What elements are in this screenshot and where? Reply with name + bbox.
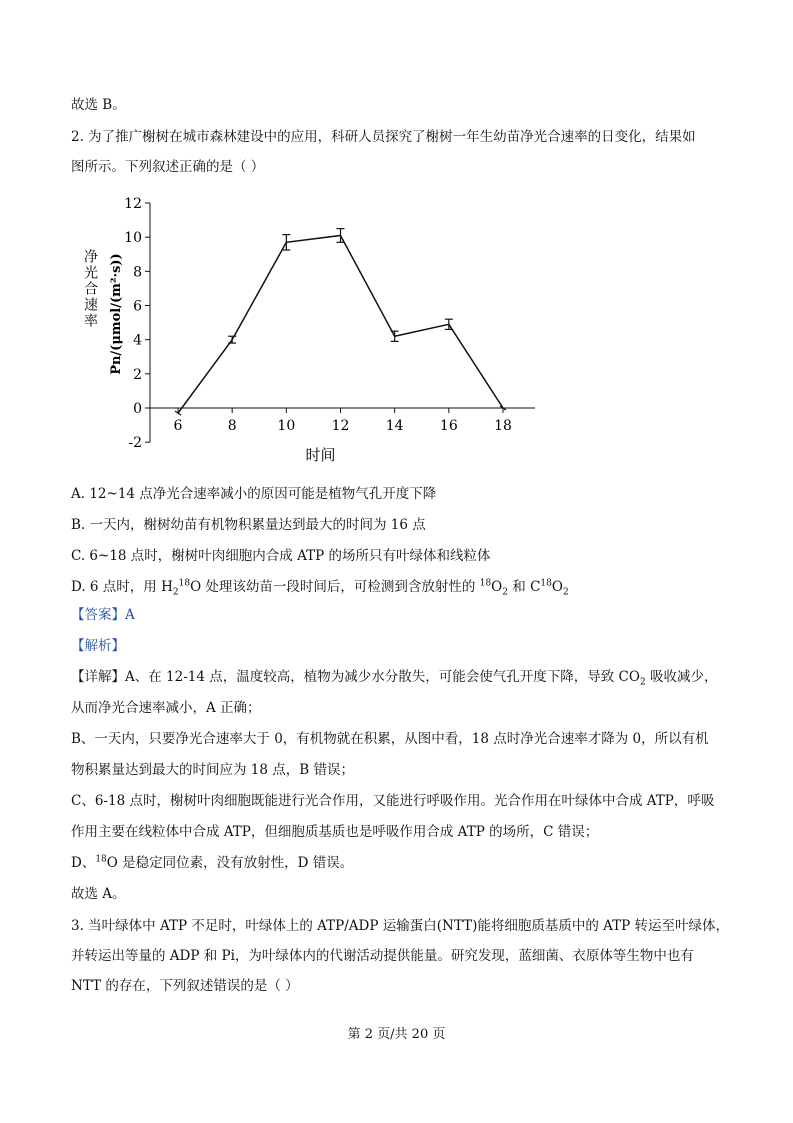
y-tick-label: 6 bbox=[133, 298, 142, 315]
detail-line1: 【详解】A、在 12-14 点，温度较高，植物为减少水分散失，可能会使气孔开度下降，导致 $CO_2$ 吸收减少， bbox=[71, 669, 718, 688]
detail-line3: B、一天内，只要净光合速率大于 0，有机物就在积累，从图中看，18 点时净光合速率才降为 0，所以有机 bbox=[71, 731, 709, 747]
detail-line7: D、$^{18}$O 是稳定同位素，没有放射性，D 错误。 bbox=[71, 854, 354, 871]
x-tick-label: 12 bbox=[331, 418, 350, 434]
question2-line1: 2. 为了推广榭树在城市森林建设中的应用，科研人员探究了榭树一年生幼苗净光合速率的日变化，结果如 bbox=[71, 129, 696, 145]
page-footer: 第 2 页/共 20 页 bbox=[347, 1027, 446, 1042]
x-tick-label: 6 bbox=[173, 418, 183, 434]
option-b: B. 一天内，榭树幼苗有机物积累量达到最大的时间为 16 点 bbox=[71, 517, 426, 533]
chart bbox=[70, 190, 550, 470]
detail-line2: 从而净光合速率减小，A 正确； bbox=[71, 700, 261, 716]
y-tick-label: 8 bbox=[133, 264, 142, 281]
x-tick-label: 16 bbox=[439, 418, 458, 434]
y-axis-label-inner: Pn/(μmol/(m²·s)) bbox=[109, 253, 124, 375]
x-axis-label: 时间 bbox=[305, 446, 336, 464]
question2-line2: 图所示。下列叙述正确的是（ ） bbox=[71, 159, 265, 175]
series-line bbox=[178, 235, 503, 413]
x-tick-label: 14 bbox=[385, 418, 404, 434]
x-tick-label: 18 bbox=[494, 418, 512, 434]
error-bars bbox=[175, 229, 506, 416]
x-tick-label: 8 bbox=[227, 418, 237, 434]
y-tick-label: -2 bbox=[128, 435, 142, 452]
error-bar bbox=[228, 336, 236, 343]
x-axis-ticks bbox=[174, 408, 512, 434]
y-tick-label: 4 bbox=[133, 332, 142, 349]
option-a: A. 12~14 点净光合速率减小的原因可能是植物气孔开度下降 bbox=[71, 486, 437, 502]
x-tick-label: 10 bbox=[277, 418, 296, 434]
question3-line1: 3. 当叶绿体中 ATP 不足时，叶绿体上的 ATP/ADP 运输蛋白(NTT)能将细胞质基质中的 ATP 转运至叶绿体， bbox=[71, 918, 730, 934]
conclusion: 故选 A。 bbox=[71, 886, 126, 902]
y-tick-label: 12 bbox=[124, 196, 142, 212]
question3-line2: 并转运出等量的 ADP 和 Pi，为叶绿体内的代谢活动提供能量。研究发现，蓝细菌、衣原体等生物中也有 bbox=[71, 948, 694, 964]
detail-line5: C、6-18 点时，榭树叶肉细胞既能进行光合作用，又能进行呼吸作用。光合作用在叶绿体中合成 ATP，呼吸 bbox=[71, 793, 715, 809]
y-axis-label-outer: 净光合速率 bbox=[82, 249, 98, 330]
option-d: D. 6 点时，用 $H_2^{18}O$ 处理该幼苗一段时间后，可检测到含放射性的 $^{18}O_2$ 和 $C^{18}O_2$ bbox=[71, 578, 569, 598]
analysis-label: 【解析】 bbox=[71, 638, 125, 654]
detail-line6: 作用主要在线粒体中合成 ATP，但细胞质基质也是呼吸作用合成 ATP 的场所，C 错误； bbox=[71, 824, 599, 840]
detail-line4: 物积累量达到最大的时间应为 18 点，B 错误； bbox=[71, 762, 354, 778]
prev-answer-conclusion: 故选 B。 bbox=[71, 97, 126, 113]
answer-label: 【答案】A bbox=[71, 607, 135, 623]
y-axis-ticks bbox=[124, 196, 150, 451]
y-tick-label: 10 bbox=[124, 230, 142, 247]
y-tick-label: 2 bbox=[133, 366, 142, 383]
option-c: C. 6~18 点时，榭树叶肉细胞内合成 ATP 的场所只有叶绿体和线粒体 bbox=[71, 548, 491, 564]
y-tick-label: 0 bbox=[133, 401, 142, 417]
question3-line3: NTT 的存在，下列叙述错误的是（ ） bbox=[71, 978, 299, 994]
